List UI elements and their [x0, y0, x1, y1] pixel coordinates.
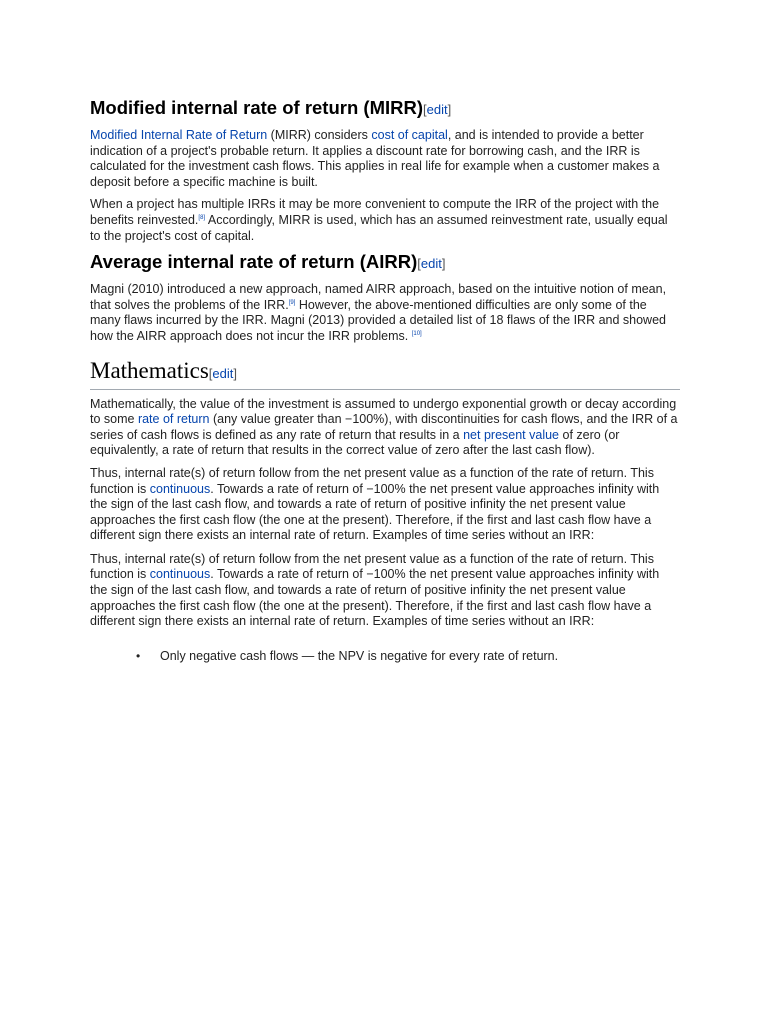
- citation-ref[interactable]: [10]: [411, 330, 422, 337]
- bullet-icon: •: [136, 648, 141, 663]
- edit-link[interactable]: edit: [212, 365, 234, 381]
- section-heading-airr: [90, 250, 680, 276]
- paragraph-mirr-2: When a project has multiple IRRs it may be more convenient to compute the IRR of the project with the benefits reinvested.[8] Accordingly, MIRR is used, which has an assumed reinvestment rate, usually equal to the project's cost of capital.: [90, 197, 668, 243]
- example-list: [90, 649, 680, 665]
- citation-ref[interactable]: [8]: [198, 214, 206, 221]
- section-title: Average internal rate of return (AIRR): [90, 251, 418, 273]
- section-heading-mirr: [90, 96, 680, 122]
- section-heading-mathematics: [90, 357, 680, 390]
- citation-ref[interactable]: [9]: [288, 299, 296, 306]
- edit-section-link: [edit]: [423, 102, 452, 117]
- link-net-present-value[interactable]: net present value: [463, 427, 560, 442]
- paragraph-airr-1: Magni (2010) introduced a new approach, named AIRR approach, based on the intuitive notion of mean, that solves the problems of the IRR.[9] However, the above-mentioned difficulties are only some of the many flaws incurred by the IRR. Magni (2013) provided a detailed list of 18 flaws of the IRR and showed how the AIRR approach does not incur the IRR problems. [10]: [90, 282, 667, 343]
- link-continuous[interactable]: continuous: [149, 567, 211, 582]
- edit-link[interactable]: edit: [426, 102, 448, 117]
- list-item: • Only negative cash flows — the NPV is negative for every rate of return.: [136, 648, 559, 663]
- paragraph-math-2: Thus, internal rate(s) of return follow from the net present value as a function of the rate of return. This function is continuous. Towards a rate of return of −100% the net present value approaches infinity with the sign of the last cash flow, and towards a rate of return of positive infinity the net present value approaches the first cash flow (the one at the present). Therefore, if the first and last cash flow have a different sign there exists an internal rate of return. Examples of time series without an IRR:: [90, 465, 660, 543]
- link-cost-of-capital[interactable]: cost of capital: [371, 128, 448, 142]
- link-rate-of-return[interactable]: rate of return: [137, 412, 210, 427]
- link-continuous[interactable]: continuous: [149, 481, 211, 496]
- section-title: Modified internal rate of return (MIRR): [90, 97, 423, 118]
- paragraph-mirr-1: Modified Internal Rate of Return (MIRR) considers cost of capital, and is intended to provide a better indication of a project's probable return. It applies a discount rate for borrowing cash, and the IRR is calculated for the investment cash flows. This applies in real life for example when a customer makes a deposit before a specific machine is built.: [90, 128, 660, 189]
- section-title: Mathematics: [90, 357, 209, 383]
- edit-section-link: [edit]: [417, 256, 446, 272]
- paragraph-math-1: Mathematically, the value of the investment is assumed to undergo exponential growth or decay according to some rate of return (any value greater than −100%), with discontinuities for cash flows, and the IRR of a series of cash flows is defined as any rate of return that results in a net present value of zero (or equivalently, a rate of return that results in the correct value of zero after the last cash flow).: [90, 396, 678, 458]
- paragraph-math-3: Thus, internal rate(s) of return follow from the net present value as a function of the rate of return. This function is continuous. Towards a rate of return of −100% the net present value approaches infinity with the sign of the last cash flow, and towards a rate of return of positive infinity the net present value approaches the first cash flow (the one at the present). Therefore, if the first and last cash flow have a different sign there exists an internal rate of return. Examples of time series without an IRR:: [90, 551, 660, 629]
- edit-link[interactable]: edit: [420, 256, 442, 272]
- article-content: [90, 96, 680, 664]
- link-modified-internal-rate-of-return[interactable]: Modified Internal Rate of Return: [90, 128, 268, 142]
- edit-section-link: [edit]: [208, 365, 238, 381]
